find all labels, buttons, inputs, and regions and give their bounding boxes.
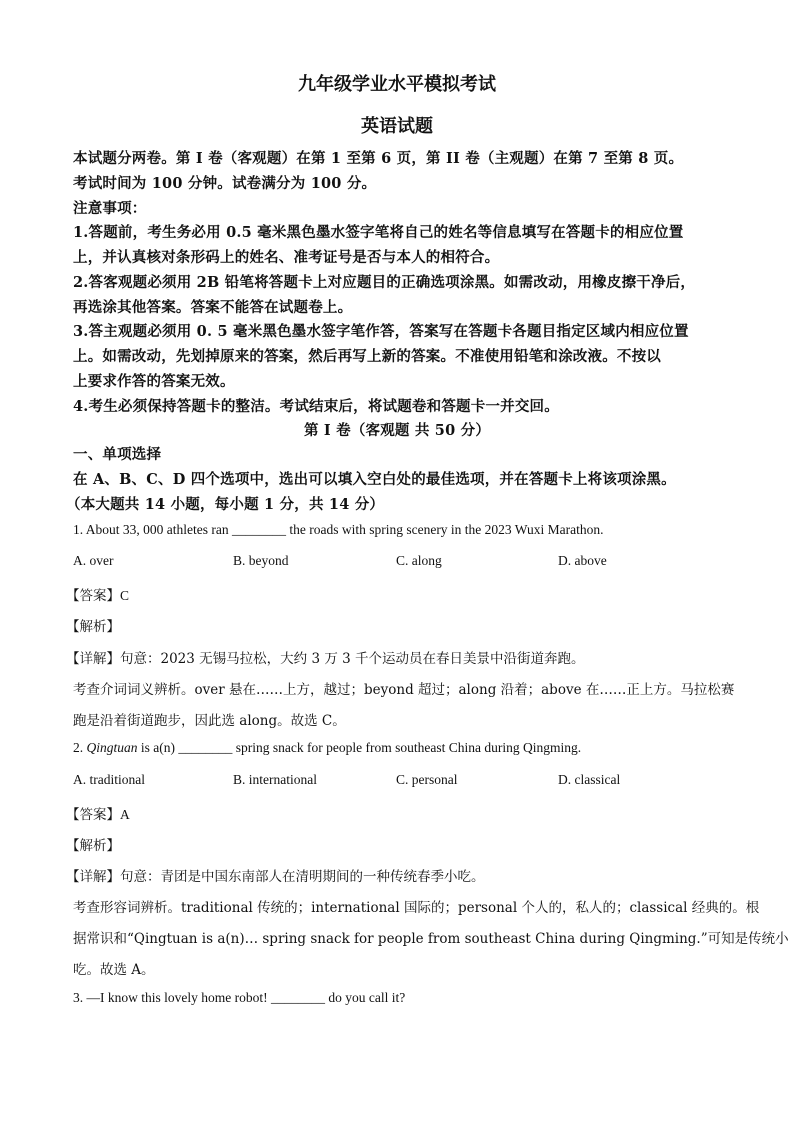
notice-3a: 3.答主观题必须用 0. 5 毫米黑色墨水签字笔作答，答案写在答题卡各题目指定区域内相应位置 — [73, 323, 689, 340]
part-title: 一、单项选择 — [73, 446, 162, 463]
question-1-analysis-tag: 【解析】 — [66, 619, 120, 635]
answer-tag: 【答案】 — [66, 807, 120, 823]
notice-1a: 1.答题前，考生务必用 0.5 毫米黑色墨水签字笔将自己的姓名等信息填写在答题卡的相应位置 — [73, 224, 684, 241]
notice-1b: 上，并认真核对条形码上的姓名、准考证号是否与本人的相符合。 — [73, 249, 500, 266]
notice-4: 4.考生必须保持答题卡的整洁。考试结束后，将试题卷和答题卡一并交回。 — [73, 398, 559, 415]
notice-2a: 2.答客观题必须用 2B 铅笔将答题卡上对应题目的正确选项涂黑。如需改动，用橡皮擦干净后， — [73, 274, 696, 291]
answer-tag: 【答案】 — [66, 588, 120, 604]
exam-subtitle: 英语试题 — [361, 116, 433, 137]
question-2-detail — [66, 865, 485, 885]
detail-tag: 【详解】 — [66, 651, 120, 667]
answer-value: A — [120, 807, 130, 822]
question-2-answer — [66, 803, 130, 823]
question-1-explain-2: 跑是沿着街道跑步，因此选 along。故选 C。 — [73, 713, 346, 729]
instruction-line-1: 在 A、B、C、D 四个选项中，选出可以填入空白处的最佳选项，并在答题卡上将该项涂黑。 — [73, 471, 676, 488]
question-1-option-d: D. above — [558, 553, 607, 568]
intro-line-2: 考试时间为 100 分钟。试卷满分为 100 分。 — [73, 175, 377, 192]
question-1-option-b: B. beyond — [233, 553, 289, 568]
answer-value: C — [120, 588, 130, 603]
question-2-explain-2: 据常识和“Qingtuan is a(n)… spring snack for people from southeast China during Qingming.”可知是传统小 — [73, 931, 789, 947]
question-2-option-d: D. classical — [558, 772, 621, 787]
question-1-detail — [66, 647, 585, 667]
volume-title: 第 I 卷（客观题 共 50 分） — [303, 422, 491, 439]
detail-tag: 【详解】 — [66, 869, 120, 885]
question-1-stem: 1. About 33, 000 athletes ran ________ the roads with spring scenery in the 2023 Wuxi Marathon. — [73, 522, 604, 537]
stem-number: 2. — [73, 740, 87, 755]
question-2-option-a: A. traditional — [73, 772, 145, 787]
question-1-answer — [66, 584, 129, 604]
notice-3b: 上。如需改动，先划掉原来的答案，然后再写上新的答案。不准使用铅笔和涂改液。不按以 — [73, 348, 661, 365]
question-3-stem: 3. —I know this lovely home robot! ________ do you call it? — [73, 990, 406, 1005]
question-2-analysis-tag: 【解析】 — [66, 838, 120, 854]
question-1-option-a: A. over — [73, 553, 114, 568]
notice-title: 注意事项： — [73, 200, 147, 217]
intro-line-1: 本试题分两卷。第 I 卷（客观题）在第 1 至第 6 页，第 II 卷（主观题）在第 7 至第 8 页。 — [73, 150, 684, 167]
instruction-line-2: （本大题共 14 小题，每小题 1 分，共 14 分） — [66, 496, 385, 513]
stem-italic-word: Qingtuan — [86, 740, 138, 755]
exam-title: 九年级学业水平模拟考试 — [298, 74, 496, 95]
detail-text: 句意：2023 无锡马拉松，大约 3 万 3 千个运动员在春日美景中沿街道奔跑。 — [120, 651, 585, 667]
question-2-option-b: B. international — [233, 772, 317, 787]
notice-2b: 再选涂其他答案。答案不能答在试题卷上。 — [73, 299, 353, 316]
question-2-explain-1: 考查形容词辨析。traditional 传统的；international 国际的；personal 个人的，私人的；classical 经典的。根 — [73, 900, 760, 916]
question-2-stem — [73, 740, 581, 756]
notice-3c: 上要求作答的答案无效。 — [73, 373, 235, 390]
question-1-explain-1: 考查介词词义辨析。over 悬在……上方，越过；beyond 超过；along 沿着；above 在……正上方。马拉松赛 — [73, 682, 735, 698]
question-1-option-c: C. along — [396, 553, 442, 568]
question-2-explain-3: 吃。故选 A。 — [73, 962, 155, 978]
detail-text: 句意：青团是中国东南部人在清明期间的一种传统春季小吃。 — [120, 869, 485, 885]
stem-rest: is a(n) ________ spring snack for people from southeast China during Qingming. — [137, 740, 582, 755]
question-2-option-c: C. personal — [396, 772, 458, 787]
